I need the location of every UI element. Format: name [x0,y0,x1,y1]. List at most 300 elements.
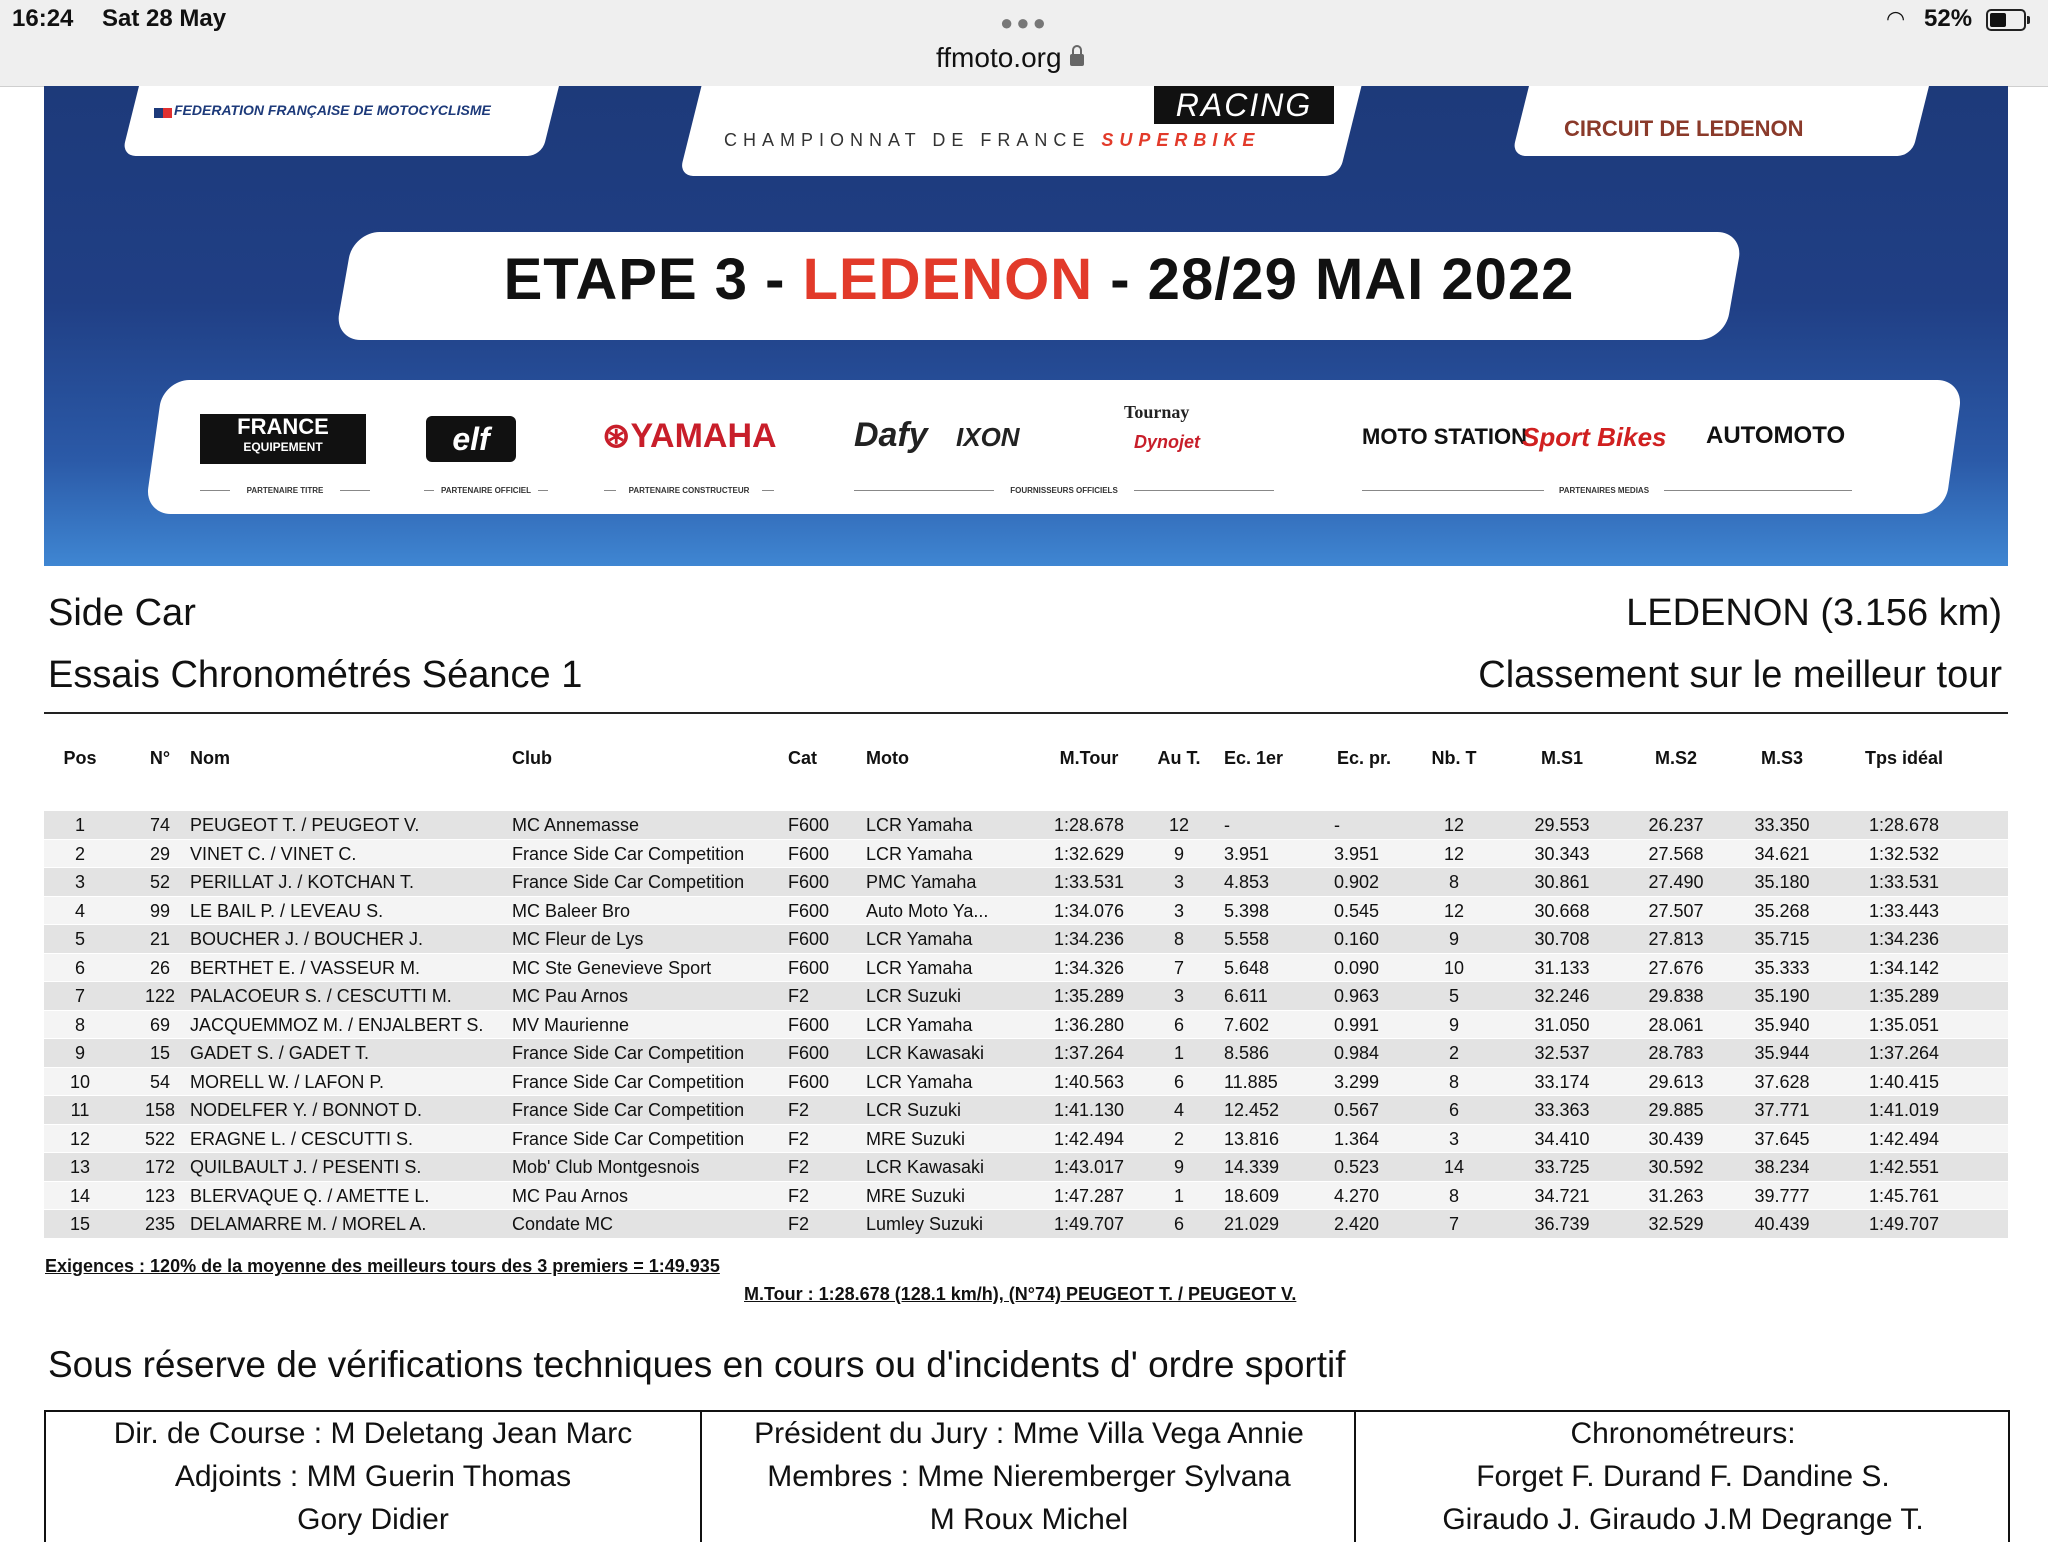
cell-col-moto: LCR Kawasaki [866,1157,985,1177]
jury [700,1412,1356,1542]
tournay-logo: Tournay [1124,402,1190,422]
cell-col-best-lap: 1:33.531 [1053,872,1125,892]
cell-col-gap-prev: 1.364 [1334,1128,1380,1149]
cell-col-best-lap: 1:34.236 [1053,929,1125,949]
cell-col-ideal: 1:40.415 [1868,1071,1940,1092]
event-banner [44,86,2008,566]
header-divider [44,712,2008,714]
cell-col-best-lap: 1:28.678 [1053,815,1125,835]
cell-col-ideal: 1:32.532 [1868,843,1940,864]
race-direction [46,1412,700,1542]
cell-col-lap-no: 6 [1173,1014,1184,1035]
cell-col-s3: 35.268 [1754,900,1810,921]
document-page [44,86,2008,1536]
table-row [44,896,2008,925]
cell-col-pos: 9 [74,1043,85,1063]
ffm-flag-icon [154,108,172,118]
best-lap-note: M.Tour : 1:28.678 (128.1 km/h), (N°74) PEUGEOT T. / PEUGEOT V. [744,1284,1297,1304]
table-row [44,839,2008,868]
table-row [44,810,2008,839]
cell-col-name: LE BAIL P. / LEVEAU S. [190,900,384,921]
cell-col-name: DELAMARRE M. / MOREL A. [190,1214,427,1234]
cell-col-pos: 14 [69,1185,91,1206]
cell-col-s3: 35.940 [1754,1014,1810,1035]
cell-col-moto: Auto Moto Ya... [866,900,989,921]
cell-col-s3: 39.777 [1754,1185,1810,1206]
cell-col-lap-no: 6 [1173,1214,1184,1234]
cell-col-name: GADET S. / GADET T. [190,1043,370,1063]
cell-col-best-lap: 1:47.287 [1053,1185,1125,1206]
cell-col-name: JACQUEMMOZ M. / ENJALBERT S. [190,1014,484,1035]
cell-col-gap-prev: 0.090 [1334,957,1380,978]
cell-col-gap-first: 7.602 [1224,1014,1270,1035]
table-row [44,953,2008,982]
cell-col-s2: 28.783 [1648,1043,1704,1063]
sport-bikes-logo: Sport Bikes [1522,422,1667,452]
cell-col-s3: 33.350 [1754,815,1810,835]
cell-col-pos: 10 [69,1071,91,1092]
ixon-logo: IXON [956,422,1020,452]
cell-col-s3: 35.333 [1754,957,1810,978]
cell-col-lap-no: 4 [1173,1100,1184,1120]
cell-col-club: France Side Car Competition [512,1071,745,1092]
cell-col-laps: 6 [1448,1100,1459,1120]
cell-col-pos: 2 [74,843,85,864]
cell-col-name: BERTHET E. / VASSEUR M. [190,957,421,978]
moto-station-logo: MOTO STATION [1362,424,1527,449]
circuit-logo: CIRCUIT DE LEDENON [1564,116,1804,141]
cell-col-ideal: 1:41.019 [1868,1100,1940,1120]
cell-col-club: France Side Car Competition [512,872,745,892]
france-equipement-text: FRANCE [237,414,329,439]
cell-col-moto: LCR Suzuki [866,1100,962,1120]
cell-col-moto: Lumley Suzuki [866,1214,984,1234]
header-col-s2: M.S2 [1654,748,1697,768]
cell-col-gap-prev: 4.270 [1334,1185,1380,1206]
cell-col-s2: 27.676 [1648,957,1704,978]
cell-col-ideal: 1:42.551 [1868,1157,1940,1177]
yamaha-logo: ⊛YAMAHA [602,417,777,455]
officials-box [44,1410,2010,1542]
cell-col-s3: 40.439 [1754,1214,1810,1234]
cell-col-moto: LCR Yamaha [866,815,973,835]
cell-col-pos: 13 [69,1157,91,1177]
cell-col-s1: 31.133 [1534,957,1590,978]
cell-col-gap-prev: 0.567 [1334,1100,1380,1120]
cell-col-ideal: 1:45.761 [1868,1185,1940,1206]
cell-col-laps: 9 [1448,929,1459,949]
table-row [44,1209,2008,1238]
cell-col-ideal: 1:34.236 [1868,929,1940,949]
cell-col-ideal: 1:28.678 [1868,815,1940,835]
cell-col-best-lap: 1:34.326 [1053,957,1125,978]
official-line: Président du Jury : Mme Villa Vega Annie [754,1417,1304,1450]
cell-col-lap-no: 8 [1173,929,1184,949]
ffm-logo-card [122,86,567,156]
cell-col-best-lap: 1:34.076 [1053,900,1125,921]
lock-icon [1070,54,1084,66]
etape-place: LEDENON [802,247,1094,312]
clock: 16:24 [12,5,74,32]
cell-col-gap-prev: 3.951 [1334,843,1380,864]
elf-logo: elf [426,416,516,462]
cell-col-gap-prev: 0.160 [1334,929,1380,949]
cell-col-pos: 12 [69,1128,91,1149]
cell-col-moto: LCR Yamaha [866,1071,973,1092]
cell-col-club: Mob' Club Montgesnois [512,1157,700,1177]
cell-col-name: VINET C. / VINET C. [190,843,357,864]
table-row [44,1095,2008,1124]
cell-col-number: 69 [149,1014,171,1035]
france-equipement-subtext: EQUIPEMENT [243,440,323,454]
header-col-s1: M.S1 [1540,748,1583,768]
official-line: Chronométreurs: [1570,1417,1796,1450]
battery-percent: 52% [1924,5,1973,32]
table-row [44,981,2008,1010]
header-col-best-lap: M.Tour [1059,748,1119,768]
cell-col-lap-no: 7 [1173,957,1184,978]
cell-col-ideal: 1:34.142 [1868,957,1940,978]
cell-col-cat: F2 [788,1185,810,1206]
cell-col-cat: F600 [788,900,830,921]
circuit-title: LEDENON (3.156 km) [1626,592,2002,634]
battery-icon [1986,9,2026,31]
table-row [44,924,2008,953]
cell-col-gap-first: 4.853 [1224,872,1270,892]
cell-col-best-lap: 1:43.017 [1053,1157,1125,1177]
cell-col-s3: 37.645 [1754,1128,1810,1149]
cell-col-cat: F2 [788,986,810,1006]
championship-title [724,130,1260,151]
cell-col-s3: 35.190 [1754,986,1810,1006]
status-bar [0,0,2048,87]
cell-col-gap-first: - [1224,815,1230,835]
caption-fournisseurs: FOURNISSEURS OFFICIELS [994,486,1134,495]
cell-col-cat: F600 [788,929,830,949]
date: Sat 28 May [102,5,227,32]
timekeepers [1354,1412,2010,1542]
table-body [44,810,2008,1238]
wifi-icon: ◠ [1886,6,1906,31]
cell-col-s1: 32.246 [1534,986,1590,1006]
cell-col-lap-no: 6 [1173,1071,1184,1092]
cell-col-pos: 1 [74,815,85,835]
cell-col-number: 21 [149,929,171,949]
header-col-gap-prev: Ec. pr. [1336,748,1392,768]
cell-col-number: 158 [144,1100,176,1120]
cell-col-gap-prev: 0.963 [1334,986,1380,1006]
cell-col-pos: 15 [69,1214,91,1234]
url-text: ffmoto.org [936,42,1062,73]
category-title: Side Car [48,592,196,634]
automoto-logo: AUTOMOTO [1706,422,1846,449]
cell-col-name: BOUCHER J. / BOUCHER J. [190,929,424,949]
cell-col-laps: 8 [1448,1185,1459,1206]
cell-col-cat: F600 [788,815,830,835]
dafy-logo: Dafy [854,416,928,454]
cell-col-name: PALACOEUR S. / CESCUTTI M. [190,986,452,1006]
cell-col-club: MC Ste Genevieve Sport [512,957,712,978]
cell-col-best-lap: 1:49.707 [1053,1214,1125,1234]
cell-col-lap-no: 1 [1173,1185,1184,1206]
header-col-gap-first: Ec. 1er [1224,748,1284,768]
cell-col-number: 52 [149,872,171,892]
cell-col-ideal: 1:35.289 [1868,986,1940,1006]
cell-col-ideal: 1:35.051 [1868,1014,1940,1035]
ranking-title: Classement sur le meilleur tour [1478,654,2002,696]
cell-col-club: MV Maurienne [512,1014,630,1035]
caption-constructeur: PARTENAIRE CONSTRUCTEUR [616,486,762,495]
cell-col-pos: 8 [74,1014,85,1035]
cell-col-s1: 33.363 [1534,1100,1590,1120]
yamaha-text: YAMAHA [630,417,777,455]
exigences-note: Exigences : 120% de la moyenne des meilleurs tours des 3 premiers = 1:49.935 [45,1256,720,1276]
cell-col-gap-first: 5.648 [1224,957,1270,978]
cell-col-s1: 30.708 [1534,929,1590,949]
official-line: Adjoints : MM Guerin Thomas [174,1460,572,1493]
cell-col-name: ERAGNE L. / CESCUTTI S. [190,1128,414,1149]
cell-col-number: 172 [144,1157,176,1177]
table-row [44,1010,2008,1039]
cell-col-gap-prev: 3.299 [1334,1071,1380,1092]
cell-col-pos: 11 [70,1100,90,1120]
cell-col-ideal: 1:37.264 [1868,1043,1940,1063]
cell-col-moto: MRE Suzuki [866,1185,966,1206]
cell-col-s3: 35.180 [1754,872,1810,892]
cell-col-cat: F2 [788,1214,810,1234]
table-row [44,1181,2008,1210]
cell-col-number: 74 [149,815,171,835]
cell-col-gap-prev: - [1334,815,1340,835]
cell-col-s3: 35.944 [1754,1043,1810,1063]
cell-col-number: 99 [149,900,171,921]
cell-col-cat: F600 [788,843,830,864]
cell-col-club: France Side Car Competition [512,1128,745,1149]
cell-col-s3: 35.715 [1754,929,1810,949]
cell-col-s3: 37.628 [1754,1071,1810,1092]
table-row [44,1124,2008,1153]
cell-col-number: 123 [144,1185,176,1206]
cell-col-laps: 7 [1448,1214,1459,1234]
cell-col-gap-first: 5.398 [1224,900,1270,921]
table-row [44,1152,2008,1181]
cell-col-number: 522 [144,1128,176,1149]
etape-prefix: ETAPE 3 - [503,247,803,312]
cell-col-lap-no: 9 [1173,843,1184,864]
cell-col-name: QUILBAULT J. / PESENTI S. [190,1157,422,1177]
cell-col-laps: 10 [1443,957,1465,978]
championship-text: CHAMPIONNAT DE FRANCE [724,130,1091,150]
cell-col-moto: LCR Yamaha [866,929,973,949]
cell-col-gap-prev: 0.991 [1334,1014,1380,1035]
racing-logo: RACING [1154,86,1334,124]
cell-col-cat: F600 [788,957,830,978]
cell-col-s1: 36.739 [1534,1214,1590,1234]
cell-col-gap-first: 8.586 [1224,1043,1270,1063]
cell-col-laps: 5 [1448,986,1459,1006]
cell-col-name: PEUGEOT T. / PEUGEOT V. [190,815,420,835]
cell-col-cat: F600 [788,1071,830,1092]
cell-col-cat: F2 [788,1100,810,1120]
cell-col-gap-prev: 0.984 [1334,1043,1380,1063]
official-line: Giraudo J. Giraudo J.M Degrange T. [1442,1503,1924,1536]
cell-col-laps: 8 [1448,1071,1459,1092]
cell-col-s1: 34.410 [1534,1128,1590,1149]
cell-col-club: France Side Car Competition [512,843,745,864]
cell-col-ideal: 1:33.531 [1868,872,1940,892]
cell-col-pos: 3 [74,872,85,892]
cell-col-lap-no: 12 [1168,815,1190,835]
caption-medias: PARTENAIRES MEDIAS [1544,486,1664,495]
official-line: Gory Didier [297,1503,449,1536]
reserve-statement: Sous réserve de vérifications techniques en cours ou d'incidents d' ordre sportif [48,1344,1346,1385]
cell-col-gap-first: 21.029 [1224,1214,1280,1234]
cell-col-gap-prev: 2.420 [1334,1214,1380,1234]
cell-col-s2: 30.439 [1648,1128,1704,1149]
cell-col-s1: 33.725 [1534,1157,1590,1177]
cell-col-lap-no: 3 [1173,872,1184,892]
results-table [44,742,2008,1238]
cell-col-lap-no: 1 [1173,1043,1184,1063]
cell-col-name: NODELFER Y. / BONNOT D. [190,1100,423,1120]
caption-titre: PARTENAIRE TITRE [230,486,340,495]
table-row [44,867,2008,896]
cell-col-s1: 33.174 [1534,1071,1590,1092]
header-col-lap-no: Au T. [1157,748,1201,768]
france-equipement-logo [200,414,366,464]
cell-col-laps: 2 [1448,1043,1459,1063]
cell-col-laps: 14 [1443,1157,1465,1177]
cell-col-s1: 29.553 [1534,815,1590,835]
cell-col-number: 235 [144,1214,176,1234]
cell-col-moto: LCR Yamaha [866,1014,973,1035]
cell-col-best-lap: 1:42.494 [1053,1128,1125,1149]
official-line: Forget F. Durand F. Dandine S. [1476,1460,1890,1493]
cell-col-gap-prev: 0.523 [1334,1157,1380,1177]
cell-col-best-lap: 1:41.130 [1053,1100,1125,1120]
more-dots-icon[interactable]: ●●● [1000,10,1049,35]
cell-col-gap-first: 11.885 [1224,1071,1278,1092]
etape-title [344,246,1734,313]
cell-col-number: 26 [149,957,171,978]
cell-col-s2: 32.529 [1648,1214,1704,1234]
cell-col-s2: 31.263 [1648,1185,1704,1206]
cell-col-s1: 30.343 [1534,843,1590,864]
cell-col-gap-prev: 0.545 [1334,900,1380,921]
cell-col-pos: 6 [74,957,85,978]
cell-col-gap-first: 6.611 [1224,986,1268,1006]
cell-col-number: 15 [149,1043,171,1063]
official-line: M Roux Michel [929,1503,1129,1536]
dynojet-logo: Dynojet [1134,432,1201,452]
cell-col-s2: 27.490 [1648,872,1704,892]
cell-col-moto: LCR Suzuki [866,986,962,1006]
cell-col-moto: LCR Yamaha [866,957,973,978]
cell-col-best-lap: 1:40.563 [1053,1071,1125,1092]
cell-col-ideal: 1:33.443 [1868,900,1940,921]
cell-col-best-lap: 1:35.289 [1053,986,1125,1006]
cell-col-name: PERILLAT J. / KOTCHAN T. [190,872,415,892]
cell-col-laps: 9 [1448,1014,1459,1035]
cell-col-s2: 28.061 [1648,1014,1704,1035]
cell-col-club: Condate MC [512,1214,614,1234]
cell-col-cat: F600 [788,1043,830,1063]
header-col-cat: Cat [788,748,818,768]
table-header [44,742,2008,774]
cell-col-s3: 38.234 [1754,1157,1810,1177]
cell-col-lap-no: 3 [1173,900,1184,921]
cell-col-s2: 29.838 [1648,986,1704,1006]
cell-col-s2: 29.885 [1648,1100,1704,1120]
cell-col-s1: 30.668 [1534,900,1590,921]
cell-col-club: MC Pau Arnos [512,986,629,1006]
cell-col-ideal: 1:42.494 [1868,1128,1940,1149]
cell-col-s2: 27.568 [1648,843,1704,864]
official-line: Dir. de Course : M Deletang Jean Marc [113,1417,633,1450]
cell-col-name: BLERVAQUE Q. / AMETTE L. [190,1185,430,1206]
cell-col-club: France Side Car Competition [512,1100,745,1120]
cell-col-lap-no: 3 [1173,986,1184,1006]
cell-col-s1: 32.537 [1534,1043,1590,1063]
header-col-name: Nom [190,748,230,768]
cell-col-s2: 30.592 [1648,1157,1704,1177]
table-row [44,1038,2008,1067]
cell-col-cat: F600 [788,872,830,892]
cell-col-club: MC Pau Arnos [512,1185,629,1206]
cell-col-laps: 12 [1443,843,1465,864]
cell-col-gap-prev: 0.902 [1334,872,1380,892]
cell-col-s3: 34.621 [1754,843,1810,864]
cell-col-s1: 30.861 [1534,872,1590,892]
cell-col-number: 54 [149,1071,171,1092]
cell-col-moto: LCR Yamaha [866,843,973,864]
cell-col-s1: 34.721 [1534,1185,1590,1206]
cell-col-s2: 27.813 [1648,929,1704,949]
cell-col-club: France Side Car Competition [512,1043,745,1063]
etape-date: - 28/29 MAI 2022 [1093,247,1575,312]
cell-col-club: MC Annemasse [512,815,640,835]
header-col-pos: Pos [63,748,97,768]
cell-col-s1: 31.050 [1534,1014,1590,1035]
ffm-logo-text: FEDERATION FRANÇAISE DE MOTOCYCLISME [174,102,491,118]
cell-col-pos: 4 [74,900,85,921]
cell-col-lap-no: 2 [1173,1128,1184,1149]
cell-col-ideal: 1:49.707 [1868,1214,1940,1234]
cell-col-gap-first: 3.951 [1224,843,1270,864]
superbike-text: SUPERBIKE [1101,130,1261,150]
header-col-number: N° [149,748,171,768]
cell-col-cat: F600 [788,1014,830,1035]
cell-col-moto: MRE Suzuki [866,1128,966,1149]
address-bar[interactable] [936,42,1084,74]
header-col-club: Club [512,748,552,768]
cell-col-best-lap: 1:37.264 [1053,1043,1125,1063]
table-row [44,1067,2008,1096]
cell-col-moto: LCR Kawasaki [866,1043,985,1063]
cell-col-club: MC Fleur de Lys [512,929,644,949]
cell-col-gap-first: 5.558 [1224,929,1270,949]
cell-col-number: 29 [149,843,171,864]
cell-col-number: 122 [144,986,176,1006]
cell-col-gap-first: 12.452 [1224,1100,1280,1120]
cell-col-s2: 27.507 [1648,900,1704,921]
cell-col-pos: 7 [74,986,85,1006]
cell-col-lap-no: 9 [1173,1157,1184,1177]
cell-col-best-lap: 1:36.280 [1053,1014,1125,1035]
cell-col-name: MORELL W. / LAFON P. [190,1071,385,1092]
cell-col-gap-first: 18.609 [1224,1185,1280,1206]
cell-col-laps: 3 [1448,1128,1459,1149]
